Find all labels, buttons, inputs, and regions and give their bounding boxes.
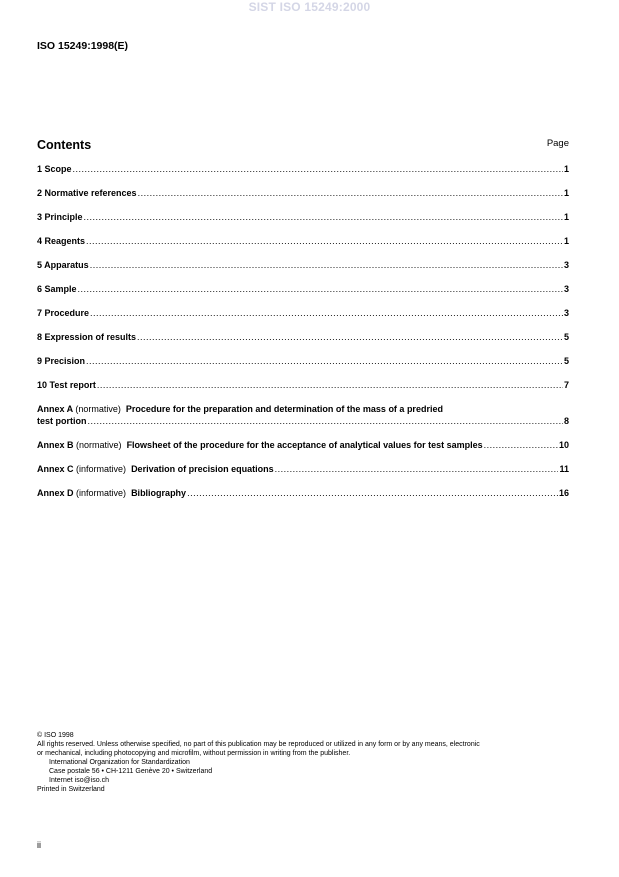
- toc-entry-page: 10: [558, 440, 569, 450]
- watermark: SIST ISO 15249:2000: [248, 0, 371, 14]
- toc-entry-normative-references[interactable]: [37, 188, 569, 200]
- dot-leader: [90, 260, 563, 270]
- annex-name: Annex B: [37, 440, 74, 450]
- toc-entry-label: 2 Normative references: [37, 188, 137, 198]
- toc-entry-apparatus[interactable]: [37, 260, 569, 272]
- copyright-line: © ISO 1998: [37, 732, 74, 739]
- annex-title: Procedure for the preparation and determination of the mass of a predried: [125, 404, 443, 414]
- toc-entry-page: 7: [563, 380, 569, 390]
- toc-entry-page: 5: [563, 332, 569, 342]
- toc-entry-test-report[interactable]: [37, 380, 569, 392]
- toc-entry-precision[interactable]: [37, 356, 569, 368]
- annex-name: Annex A: [37, 404, 73, 414]
- dot-leader: [86, 236, 563, 246]
- dot-leader: [78, 284, 563, 294]
- toc-entry-page: 1: [563, 236, 569, 246]
- toc-entry-label: 6 Sample: [37, 284, 77, 294]
- toc-entry-procedure[interactable]: [37, 308, 569, 320]
- toc-entry-page: 8: [563, 416, 569, 426]
- toc-entry-page: 11: [559, 464, 569, 474]
- toc-entry-annex-c[interactable]: [37, 464, 569, 476]
- annex-title: Derivation of precision equations: [131, 464, 274, 474]
- toc-entry-annex-a[interactable]: [37, 404, 569, 428]
- printed-in: Printed in Switzerland: [37, 786, 105, 793]
- page-number: ii: [37, 840, 41, 850]
- dot-leader: [275, 464, 559, 474]
- annex-title: Bibliography: [131, 488, 187, 498]
- annex-type: (informative): [76, 488, 127, 498]
- toc-entry-label: 9 Precision: [37, 356, 86, 366]
- dot-leader: [187, 488, 558, 498]
- toc-entry-sample[interactable]: [37, 284, 569, 296]
- toc-entry-page: 1: [563, 212, 569, 222]
- toc-entry-annex-b[interactable]: [37, 440, 569, 452]
- toc-entry-page: 3: [563, 308, 569, 318]
- toc-entry-annex-d[interactable]: [37, 488, 569, 500]
- contents-header: [37, 136, 569, 154]
- dot-leader: [137, 332, 563, 342]
- copyright-footer: [37, 731, 577, 794]
- toc-entry-reagents[interactable]: [37, 236, 569, 248]
- dot-leader: [484, 440, 558, 450]
- organization-name: International Organization for Standardization: [49, 759, 190, 766]
- internet-contact: Internet iso@iso.ch: [49, 777, 110, 784]
- annex-type: (informative): [76, 464, 127, 474]
- dot-leader: [84, 212, 563, 222]
- toc-entry-label: 5 Apparatus: [37, 260, 89, 270]
- annex-type: (normative): [76, 440, 122, 450]
- toc-entry-page: 16: [558, 488, 569, 498]
- dot-leader: [90, 308, 563, 318]
- annex-title: Flowsheet of the procedure for the acceptance of analytical values for test samples: [126, 440, 483, 450]
- rights-statement-line-2: or mechanical, including photocopying and microfilm, without permission in writing from the publisher.: [37, 750, 351, 757]
- dot-leader: [88, 416, 563, 426]
- rights-statement-line-1: All rights reserved. Unless otherwise specified, no part of this publication may be reproduced or utilized in any form or by any means, electronic: [37, 741, 480, 748]
- toc-entry-page: 5: [563, 356, 569, 366]
- page-column-label: Page: [546, 138, 569, 149]
- toc-entry-page: 3: [563, 284, 569, 294]
- toc-entry-label: 1 Scope: [37, 164, 72, 174]
- toc-entry-scope[interactable]: [37, 164, 569, 176]
- dot-leader: [138, 188, 563, 198]
- toc-entry-label: 10 Test report: [37, 380, 96, 390]
- dot-leader: [97, 380, 563, 390]
- annex-title-continued: test portion: [37, 416, 87, 426]
- document-id: ISO 15249:1998(E): [37, 40, 129, 52]
- toc-entry-page: 1: [563, 188, 569, 198]
- toc-entry-page: 3: [563, 260, 569, 270]
- contents-title: Contents: [37, 138, 92, 152]
- toc-entry-label: 3 Principle: [37, 212, 83, 222]
- toc-entry-label: 7 Procedure: [37, 308, 90, 318]
- toc-entry-expression-of-results[interactable]: [37, 332, 569, 344]
- annex-name: Annex D: [37, 488, 74, 498]
- toc-entry-label: 4 Reagents: [37, 236, 86, 246]
- toc-entry-page: 1: [563, 164, 569, 174]
- annex-type: (normative): [75, 404, 121, 414]
- toc-entry-label: 8 Expression of results: [37, 332, 137, 342]
- dot-leader: [73, 164, 563, 174]
- postal-address: Case postale 56 • CH-1211 Genève 20 • Switzerland: [49, 768, 213, 775]
- dot-leader: [86, 356, 563, 366]
- annex-name: Annex C: [37, 464, 74, 474]
- toc-entry-principle[interactable]: [37, 212, 569, 224]
